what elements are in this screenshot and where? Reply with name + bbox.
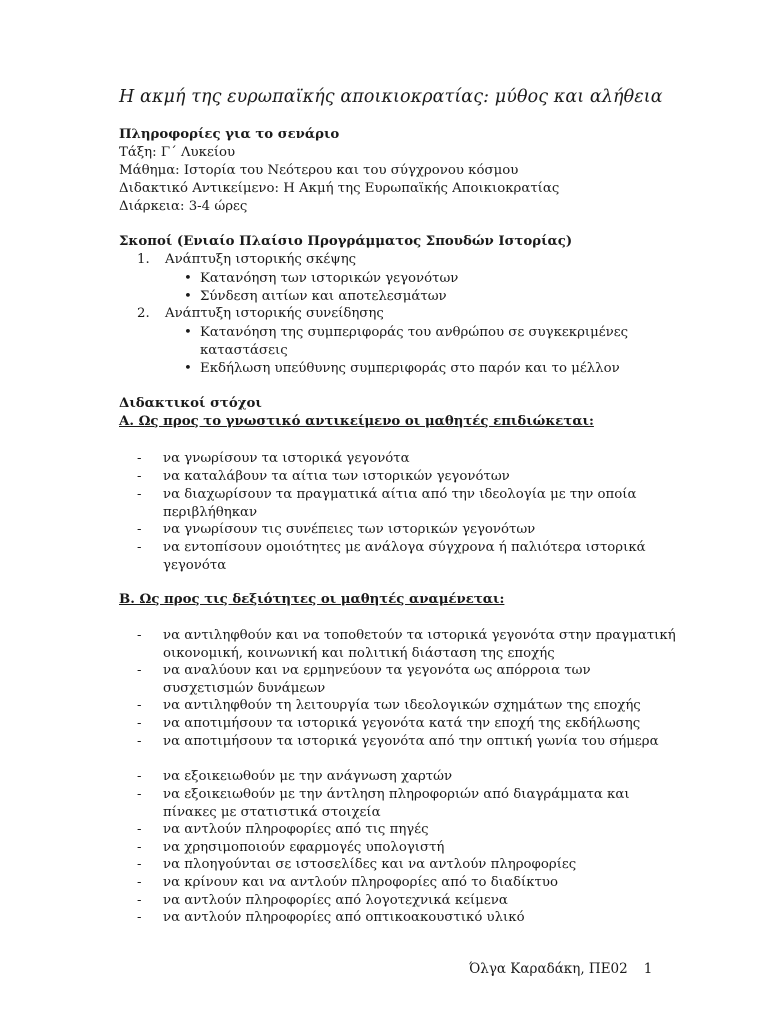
- aim-item-1: [137, 252, 356, 267]
- info-line-topic: Διδακτικό Αντικείμενο: Η Ακμή της Ευρωπαϊκής Αποικιοκρατίας: [119, 181, 560, 196]
- bullet-icon: •: [184, 289, 192, 304]
- bullet-icon: •: [184, 271, 192, 286]
- aim-bullet: [184, 324, 670, 360]
- skills-objectives-heading: Β. Ως προς τις δεξιότητες οι μαθητές αναμένεται:: [119, 592, 505, 607]
- aims-heading: Σκοποί (Ενιαίο Πλαίσιο Προγράμματος Σπουδών Ιστορίας): [119, 234, 573, 249]
- document-title: Η ακμή της ευρωπαϊκής αποικιοκρατίας: μύθος και αλήθεια: [119, 87, 663, 107]
- dash-marker: -: [137, 716, 142, 731]
- dash-marker: -: [137, 769, 142, 784]
- aim-label: Ανάπτυξη ιστορικής σκέψης: [165, 252, 357, 267]
- info-line-class: Τάξη: Γ΄ Λυκείου: [119, 145, 236, 160]
- bullet-text: Κατανόηση της συμπεριφοράς του ανθρώπου σε συγκεκριμένες καταστάσεις: [200, 325, 629, 358]
- dash-marker: -: [137, 698, 142, 713]
- list-item: [137, 450, 677, 468]
- list-item: [137, 821, 677, 839]
- bullet-icon: •: [184, 325, 192, 340]
- list-item: [137, 874, 677, 892]
- dash-marker: -: [137, 451, 142, 466]
- scenario-info-heading: Πληροφορίες για το σενάριο: [119, 127, 340, 142]
- dash-marker: -: [137, 734, 142, 749]
- list-item: [137, 662, 677, 697]
- list-item: [137, 697, 677, 715]
- dash-marker: -: [137, 469, 142, 484]
- list-item: [137, 786, 677, 821]
- list-item-text: να γνωρίσουν τις συνέπειες των ιστορικών γεγονότων: [163, 522, 536, 537]
- list-item: [137, 627, 677, 662]
- list-item: [137, 733, 677, 751]
- bullet-text: Εκδήλωση υπεύθυνης συμπεριφοράς στο παρόν και το μέλλον: [200, 361, 620, 376]
- bullet-text: Κατανόηση των ιστορικών γεγονότων: [200, 271, 459, 286]
- list-item-text: να εξοικειωθούν με την άντληση πληροφοριών από διαγράμματα και πίνακες με στατιστικά στοιχεία: [163, 787, 630, 820]
- aim-bullet: [184, 360, 670, 378]
- dash-marker: -: [137, 840, 142, 855]
- list-item-text: να αντλούν πληροφορίες από οπτικοακουστικό υλικό: [163, 910, 525, 925]
- list-item-text: να αποτιμήσουν τα ιστορικά γεγονότα κατά την εποχή της εκδήλωσης: [163, 716, 641, 731]
- list-item-text: να κρίνουν και να αντλούν πληροφορίες από το διαδίκτυο: [163, 875, 558, 890]
- aim-item-2: [137, 306, 384, 321]
- list-item-text: να αντιληφθούν τη λειτουργία των ιδεολογικών σχημάτων της εποχής: [163, 698, 641, 713]
- objectives-heading: Διδακτικοί στόχοι: [119, 396, 262, 411]
- info-line-subject: Μάθημα: Ιστορία του Νεότερου και του σύγχρονου κόσμου: [119, 163, 519, 178]
- aim-number: 1.: [137, 252, 150, 267]
- dash-marker: -: [137, 787, 142, 802]
- list-item: [137, 715, 677, 733]
- list-item-text: να καταλάβουν τα αίτια των ιστορικών γεγονότων: [163, 469, 510, 484]
- aim-bullet: [184, 270, 670, 288]
- list-item-text: να αναλύουν και να ερμηνεύουν τα γεγονότα ως απόρροια των συσχετισμών δυνάμεων: [163, 663, 591, 696]
- dash-marker: -: [137, 628, 142, 643]
- dash-marker: -: [137, 893, 142, 908]
- aim-bullet: [184, 288, 670, 306]
- list-item-text: να γνωρίσουν τα ιστορικά γεγονότα: [163, 451, 410, 466]
- bullet-icon: •: [184, 361, 192, 376]
- footer-author: Όλγα Καραδάκη, ΠΕ02: [469, 961, 628, 977]
- list-item-text: να πλοηγούνται σε ιστοσελίδες και να αντλούν πληροφορίες: [163, 857, 577, 872]
- knowledge-objectives-heading: Α. Ως προς το γνωστικό αντικείμενο οι μαθητές επιδιώκεται:: [119, 414, 594, 429]
- dash-marker: -: [137, 875, 142, 890]
- list-item: [137, 539, 677, 574]
- aim-label: Ανάπτυξη ιστορικής συνείδησης: [165, 306, 384, 321]
- dash-marker: -: [137, 663, 142, 678]
- list-item: [137, 892, 677, 910]
- list-item: [137, 909, 677, 927]
- list-item: [137, 768, 677, 786]
- list-item-text: να χρησιμοποιούν εφαρμογές υπολογιστή: [163, 840, 445, 855]
- aim-number: 2.: [137, 306, 150, 321]
- list-item: [137, 856, 677, 874]
- bullet-text: Σύνδεση αιτίων και αποτελεσμάτων: [200, 289, 447, 304]
- list-item-text: να αντλούν πληροφορίες από λογοτεχνικά κείμενα: [163, 893, 508, 908]
- list-item-text: να αποτιμήσουν τα ιστορικά γεγονότα από την οπτική γωνία του σήμερα: [163, 734, 659, 749]
- list-item-text: να διαχωρίσουν τα πραγματικά αίτια από την ιδεολογία με την οποία περιβλήθηκαν: [163, 487, 637, 520]
- list-item-text: να εξοικειωθούν με την ανάγνωση χαρτών: [163, 769, 453, 784]
- dash-marker: -: [137, 822, 142, 837]
- page-footer: [469, 961, 652, 977]
- list-item-text: να εντοπίσουν ομοιότητες με ανάλογα σύγχρονα ή παλιότερα ιστορικά γεγονότα: [163, 540, 646, 573]
- list-item: [137, 486, 677, 521]
- dash-marker: -: [137, 910, 142, 925]
- dash-marker: -: [137, 522, 142, 537]
- list-item: [137, 521, 677, 539]
- dash-marker: -: [137, 487, 142, 502]
- dash-marker: -: [137, 540, 142, 555]
- list-item-text: να αντλούν πληροφορίες από τις πηγές: [163, 822, 429, 837]
- list-item-text: να αντιληφθούν και να τοποθετούν τα ιστορικά γεγονότα στην πραγματική οικονομική, κοινωνική και πολιτική διάσταση της εποχής: [163, 628, 676, 661]
- list-item: [137, 839, 677, 857]
- list-item: [137, 468, 677, 486]
- page-number: 1: [643, 961, 653, 977]
- info-line-duration: Διάρκεια: 3-4 ώρες: [119, 199, 248, 214]
- dash-marker: -: [137, 857, 142, 872]
